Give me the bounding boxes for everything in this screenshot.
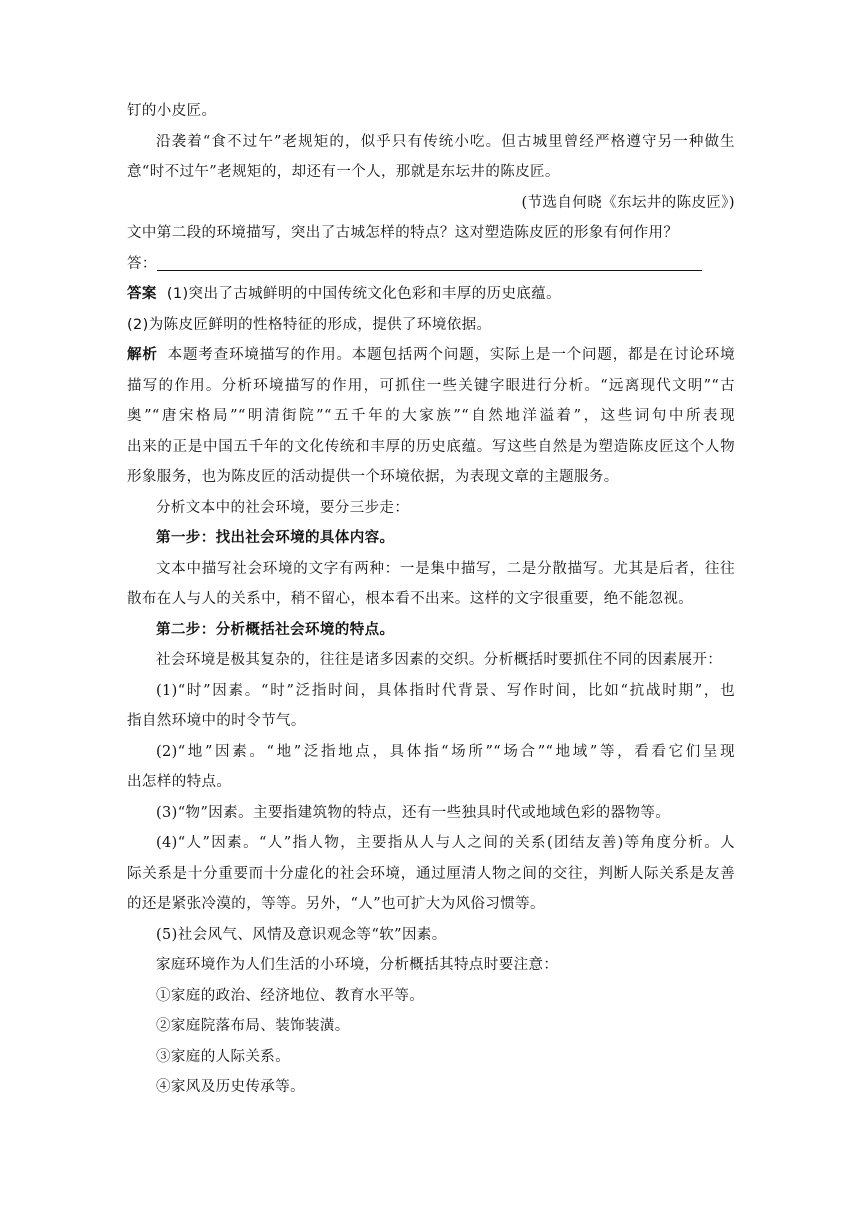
analysis-line: 描写的作用。分析环境描写的作用，可抓住一些关键字眼进行分析。“远离现代文明”“古 — [127, 377, 735, 394]
factor-item: (5)社会风气、风情及意识观念等“软”因素。 — [156, 926, 447, 943]
answer-underline — [157, 269, 702, 271]
answer-point-1: 答案 (1)突出了古城鲜明的中国传统文化色彩和丰厚的历史底蕴。 — [127, 286, 562, 302]
passage-line: 沿袭着“食不过午”老规矩的，似乎只有传统小吃。但古城里曾经严格遵守另一种做生 — [156, 133, 735, 150]
passage-line: 意“时不过午”老规矩的，却还有一个人，那就是东坛井的陈皮匠。 — [127, 164, 560, 180]
analysis-line: 分析文本中的社会环境，要分三步走： — [156, 499, 410, 516]
analysis-line: 家庭环境作为人们生活的小环境，分析概括其特点时要注意： — [156, 957, 559, 973]
home-item: ③家庭的人际关系。 — [156, 1048, 291, 1065]
factor-item: 际关系是十分重要而十分虚化的社会环境，通过厘清人物之间的交往，判断人际关系是友善 — [127, 865, 735, 882]
factor-item: 的还是紧张冷漠的，等等。另外，“人”也可扩大为风俗习惯等。 — [127, 896, 545, 912]
analysis-line: 形象服务，也为陈皮匠的活动提供一个环境依据，为表现文章的主题服务。 — [127, 469, 619, 485]
answer-label: 答案 — [127, 286, 157, 302]
analysis-line: 文本中描写社会环境的文字有两种：一是集中描写，二是分散描写。尤其是后者，往往 — [156, 560, 735, 577]
analysis-line: 奥”“唐宋格局”“明清街院”“五千年的大家族”“自然地洋溢着”，这些词句中所表现 — [127, 408, 735, 424]
passage-source: (节选自何晓《东坛井的陈皮匠》) — [521, 194, 735, 211]
answer-blank — [127, 249, 735, 280]
analysis-label: 解析 — [127, 347, 158, 363]
analysis-line: 社会环境是极其复杂的，往往是诸多因素的交织。分析概括时要抓住不同的因素展开： — [156, 652, 723, 668]
passage-line: 钉的小皮匠。 — [127, 103, 217, 119]
question-text: 文中第二段的环境描写，突出了古城怎样的特点？这对塑造陈皮匠的形象有何作用？ — [127, 225, 679, 241]
step-heading: 第二步：分析概括社会环境的特点。 — [156, 621, 395, 638]
answer-prompt: 答： — [127, 255, 157, 272]
analysis-line: 解析 本题考查环境描写的作用。本题包括两个问题，实际上是一个问题，都是在讨论环境 — [127, 347, 736, 363]
step-heading: 第一步：找出社会环境的具体内容。 — [156, 530, 395, 546]
home-item: ②家庭院落布局、装饰装潢。 — [156, 1018, 350, 1034]
home-item: ④家风及历史传承等。 — [156, 1079, 305, 1095]
factor-item: (1)“时”因素。“时”泛指时间，具体指时代背景、写作时间，比如“抗战时期”，也 — [156, 682, 735, 699]
factor-item: (4)“人”因素。“人”指人物，主要指从人与人之间的关系(团结友善)等角度分析。人 — [156, 835, 735, 851]
document-page — [127, 96, 735, 1103]
home-item: ①家庭的政治、经济地位、教育水平等。 — [156, 987, 425, 1004]
answer-point-2: (2)为陈皮匠鲜明的性格特征的形成，提供了环境依据。 — [127, 316, 492, 333]
analysis-line: 出来的正是中国五千年的文化传统和丰厚的历史底蕴。写这些自然是为塑造陈皮匠这个人物 — [127, 438, 735, 455]
factor-item: 指自然环境中的时令节气。 — [127, 713, 306, 729]
factor-item: 出怎样的特点。 — [127, 774, 232, 790]
factor-item: (3)“物”因素。主要指建筑物的特点，还有一些独具时代或地域色彩的器物等。 — [156, 804, 671, 821]
factor-item: (2)“地”因素。“地”泛指地点，具体指“场所”“场合”“地域”等，看看它们呈现 — [156, 743, 735, 760]
analysis-line: 散布在人与人的关系中，稍不留心，根本看不出来。这样的文字很重要，绝不能忽视。 — [127, 591, 694, 607]
